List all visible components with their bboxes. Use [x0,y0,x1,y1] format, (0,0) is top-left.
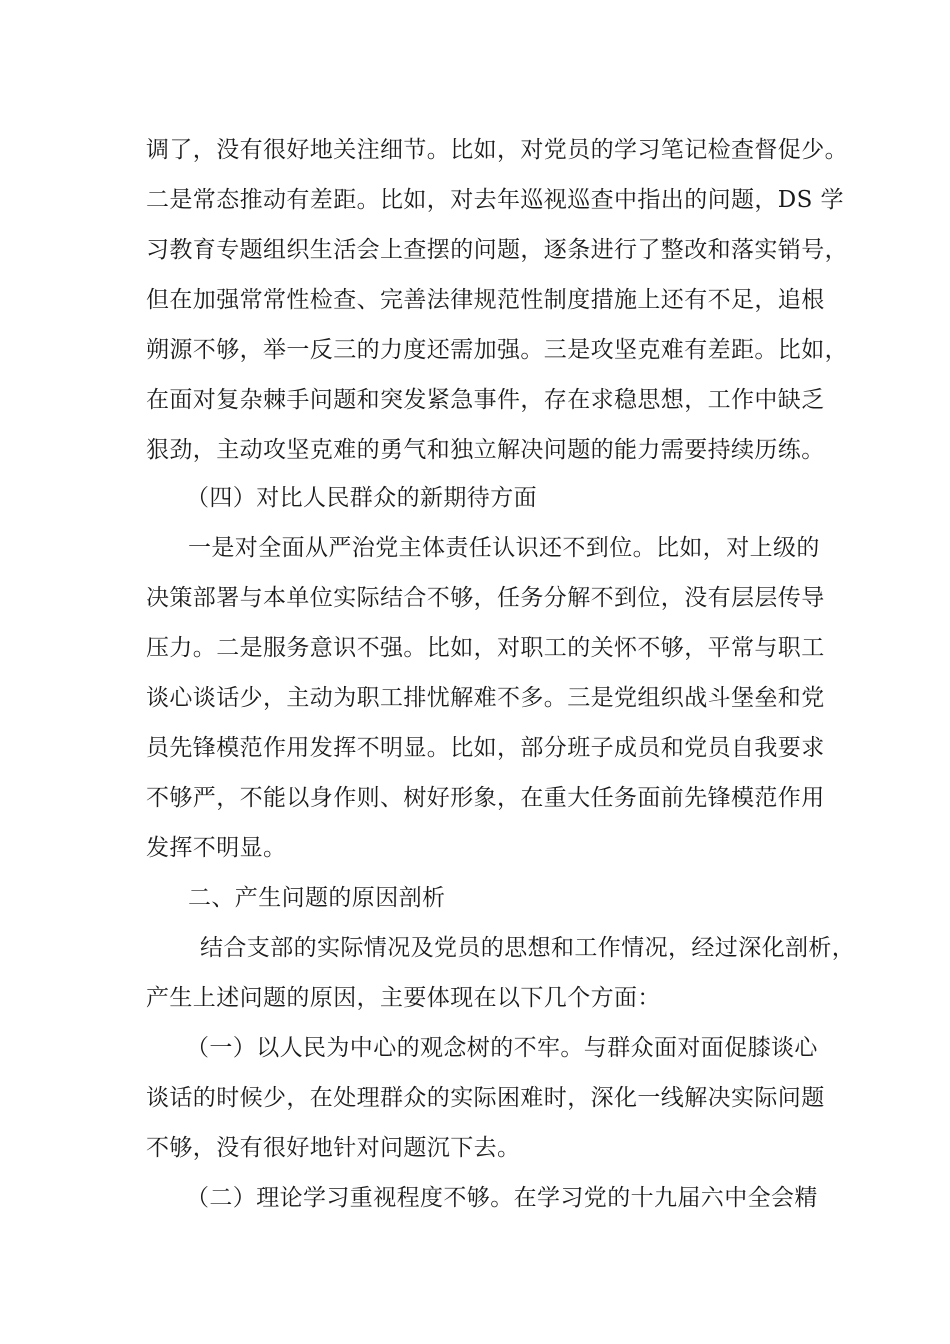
body-text-line: （一）以人民为中心的观念树的不牢。与群众面对面促膝谈心 [186,1035,818,1061]
body-text-line: 产生上述问题的原因，主要体现在以下几个方面： [146,985,661,1011]
body-text-line: 狠劲，主动攻坚克难的勇气和独立解决问题的能力需要持续历练。 [146,437,825,463]
body-text-line: 谈心谈话少，主动为职工排忧解难不多。三是党组织战斗堡垒和党 [146,685,825,711]
body-text-line: 二是常态推动有差距。比如，对去年巡视巡查中指出的问题，DS 学 [146,187,844,213]
body-text-line: 在面对复杂棘手问题和突发紧急事件，存在求稳思想，工作中缺乏 [146,387,825,413]
body-text-line: 不够，没有很好地针对问题沉下去。 [146,1135,521,1161]
body-text-line: 结合支部的实际情况及党员的思想和工作情况，经过深化剖析， [200,935,856,961]
body-text-line: 压力。二是服务意识不强。比如，对职工的关怀不够，平常与职工 [146,635,825,661]
body-text-line: 发挥不明显。 [146,835,287,861]
body-text-line: 但在加强常常性检查、完善法律规范性制度措施上还有不足，追根 [146,287,825,313]
body-text-line: 员先锋模范作用发挥不明显。比如，部分班子成员和党员自我要求 [146,735,825,761]
body-text-line: （二）理论学习重视程度不够。在学习党的十九届六中全会精 [186,1185,818,1211]
body-text-line: 决策部署与本单位实际结合不够，任务分解不到位，没有层层传导 [146,585,825,611]
body-text-line: 调了，没有很好地关注细节。比如，对党员的学习笔记检查督促少。 [146,137,848,163]
body-text-line: 不够严，不能以身作则、树好形象，在重大任务面前先锋模范作用 [146,785,825,811]
body-text-line: 谈话的时候少，在处理群众的实际困难时，深化一线解决实际问题 [146,1085,825,1111]
body-text-line: 习教育专题组织生活会上查摆的问题，逐条进行了整改和落实销号， [146,237,848,263]
body-text-line: 朔源不够，举一反三的力度还需加强。三是攻坚克难有差距。比如， [146,337,848,363]
body-text-line: 一是对全面从严治党主体责任认识还不到位。比如，对上级的 [188,535,820,561]
section-heading: 二、产生问题的原因剖析 [188,885,446,911]
subsection-heading: （四）对比人民群众的新期待方面 [186,485,537,511]
